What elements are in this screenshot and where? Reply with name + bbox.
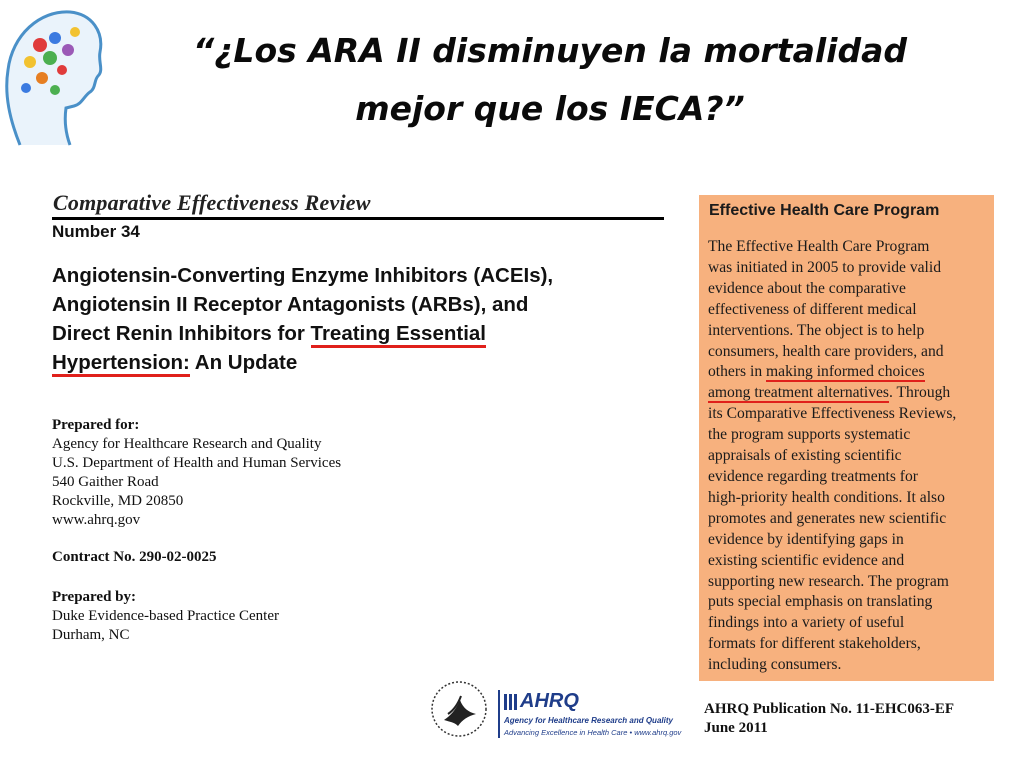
- report-title-line-3-text: Direct Renin Inhibitors for: [52, 322, 311, 345]
- prepared-for-block: [52, 416, 341, 530]
- highlight-treatment-alternatives: among treatment alternatives: [708, 384, 889, 402]
- hhs-seal-icon: [430, 680, 488, 738]
- slide-title: [150, 22, 950, 138]
- ehc-line: its Comparative Effectiveness Reviews,: [708, 405, 957, 423]
- report-title-line-4: [52, 348, 672, 377]
- ehc-line: The Effective Health Care Program: [708, 238, 930, 255]
- ehc-line: evidence by identifying gaps in: [708, 530, 904, 548]
- report-title-line-3: [52, 319, 672, 348]
- ehc-line: including consumers.: [708, 656, 842, 674]
- ehc-heading: Effective Health Care Program: [709, 202, 940, 219]
- report-cover: [52, 190, 664, 643]
- publication-info: [704, 700, 954, 738]
- report-title-line-2: Angiotensin II Receptor Antagonists (ARBs), and: [52, 293, 529, 316]
- highlight-treating-essential: Treating Essential: [311, 322, 486, 348]
- ehc-line-text: others in: [708, 363, 767, 381]
- ehc-line: supporting new research. The program: [708, 572, 949, 590]
- prepared-by-line: Duke Evidence-based Practice Center: [52, 608, 279, 624]
- prepared-for-line: 540 Gaither Road: [52, 474, 159, 490]
- ehc-line: the program supports systematic: [708, 426, 911, 444]
- ehc-line: evidence regarding treatments for: [708, 467, 918, 485]
- ehc-line: promotes and generates new scientific: [708, 509, 947, 527]
- prepared-for-line: Rockville, MD 20850: [52, 493, 184, 509]
- prepared-for-line: U.S. Department of Health and Human Services: [52, 455, 342, 471]
- ehc-line: appraisals of existing scientific: [708, 447, 902, 465]
- ehc-line: was initiated in 2005 to provide valid: [708, 258, 942, 276]
- ehc-line: formats for different stakeholders,: [708, 635, 921, 653]
- ehc-line: high-priority health conditions. It also: [708, 488, 945, 506]
- highlight-hypertension: Hypertension:: [52, 351, 190, 377]
- report-series: Comparative Effectiveness Review: [53, 190, 371, 215]
- ehc-body: [708, 237, 990, 676]
- contract-number: Contract No. 290-02-0025: [52, 549, 217, 565]
- ehc-line: consumers, health care providers, and: [708, 342, 944, 360]
- publication-number: AHRQ Publication No. 11-EHC063-EF: [704, 701, 955, 717]
- ehc-line: puts special emphasis on translating: [708, 593, 933, 611]
- ehc-program-box: [699, 195, 994, 681]
- report-title-line-4-text: An Update: [189, 351, 298, 374]
- report-number: Number 34: [52, 222, 140, 241]
- publication-date: June 2011: [704, 720, 768, 736]
- ahrq-divider: [498, 690, 500, 738]
- slide-title-line-1: “¿Los ARA II disminuyen la mortalidad: [193, 31, 907, 70]
- report-rule: [52, 217, 664, 220]
- head-logo-icon: [0, 0, 110, 150]
- prepared-by-label: Prepared by:: [52, 589, 137, 605]
- slide-title-line-2: mejor que los IECA?”: [355, 89, 745, 128]
- ehc-line: [708, 362, 990, 383]
- ahrq-mark-icon: [504, 692, 520, 712]
- ehc-line: interventions. The object is to help: [708, 321, 925, 339]
- ahrq-agency-name: Agency for Healthcare Research and Quality: [504, 716, 673, 725]
- prepared-by-block: [52, 588, 279, 645]
- report-title: [52, 261, 672, 377]
- ehc-line: [708, 383, 990, 404]
- ahrq-wordmark: AHRQ: [520, 690, 579, 712]
- ehc-line: evidence about the comparative: [708, 279, 906, 297]
- ehc-line-text: . Through: [889, 384, 951, 402]
- ehc-line: effectiveness of different medical: [708, 300, 917, 318]
- prepared-by-line: Durham, NC: [52, 627, 130, 643]
- ehc-line: findings into a variety of useful: [708, 614, 905, 632]
- prepared-for-line: Agency for Healthcare Research and Quality: [52, 436, 322, 452]
- prepared-for-line: www.ahrq.gov: [52, 512, 141, 528]
- ahrq-logo: [498, 690, 698, 740]
- prepared-for-label: Prepared for:: [52, 417, 140, 433]
- report-title-line-1: Angiotensin-Converting Enzyme Inhibitors (ACEIs),: [52, 264, 554, 287]
- highlight-informed-choices: making informed choices: [766, 363, 925, 381]
- ahrq-tagline: Advancing Excellence in Health Care • www.ahrq.gov: [504, 728, 682, 737]
- ehc-line: existing scientific evidence and: [708, 551, 905, 569]
